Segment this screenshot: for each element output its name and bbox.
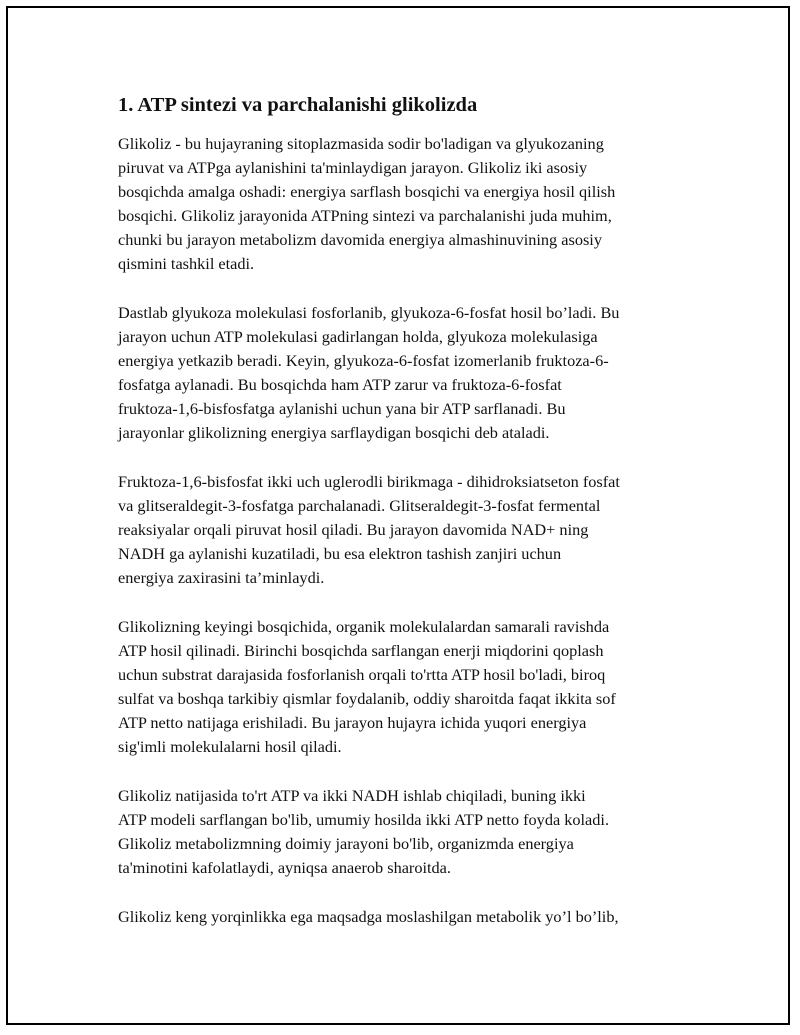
text-line: jarayonlar glikolizning energiya sarflaydigan bosqichi deb ataladi. (118, 423, 550, 442)
text-line: bosqichi. Glikoliz jarayonida ATPning sintezi va parchalanishi juda muhim, (118, 206, 612, 225)
text-line: fruktoza-1,6-bisfosfatga aylanishi uchun yana bir ATP sarflanadi. Bu (118, 399, 566, 418)
text-line: reaksiyalar orqali piruvat hosil qiladi. Bu jarayon davomida NAD+ ning (118, 520, 589, 539)
text-line: fosfatga aylanadi. Bu bosqichda ham ATP zarur va fruktoza-6-fosfat (118, 375, 562, 394)
document-body (118, 92, 688, 954)
paragraph-4 (118, 615, 688, 759)
text-line: NADH ga aylanishi kuzatiladi, bu esa elektron tashish zanjiri uchun (118, 544, 562, 563)
text-line: sulfat va boshqa tarkibiy qismlar foydalanib, oddiy sharoitda faqat ikkita sof (118, 689, 616, 708)
text-line: energiya yetkazib beradi. Keyin, glyukoza-6-fosfat izomerlanib fruktoza-6- (118, 351, 609, 370)
text-line: piruvat va ATPga aylanishini ta'minlaydigan jarayon. Glikoliz iki asosiy (118, 158, 588, 177)
paragraph-3 (118, 470, 688, 590)
text-line: qismini tashkil etadi. (118, 254, 255, 273)
text-line: uchun substrat darajasida fosforlanish orqali to'rtta ATP hosil bo'ladi, biroq (118, 665, 606, 684)
text-line: va glitseraldegit-3-fosfatga parchalanadi. Glitseraldegit-3-fosfat fermental (118, 496, 601, 515)
text-line: Glikoliz keng yorqinlikka ega maqsadga moslashilgan metabolik yo’l bo’lib, (118, 907, 619, 926)
text-line: Glikoliz metabolizmning doimiy jarayoni bo'lib, organizmda energiya (118, 834, 574, 853)
text-line: ATP modeli sarflangan bo'lib, umumiy hosilda ikki ATP netto foyda koladi. (118, 810, 610, 829)
text-line: Fruktoza-1,6-bisfosfat ikki uch uglerodli birikmaga - dihidroksiatseton fosfat (118, 472, 620, 491)
text-line: sig'imli molekulalarni hosil qiladi. (118, 737, 342, 756)
paragraph-2 (118, 301, 688, 445)
text-line: Glikoliz - bu hujayraning sitoplazmasida sodir bo'ladigan va glyukozaning (118, 134, 604, 153)
text-line: ATP netto natijaga erishiladi. Bu jarayon hujayra ichida yuqori energiya (118, 713, 587, 732)
text-line: energiya zaxirasini ta’minlaydi. (118, 568, 325, 587)
text-line: ta'minotini kafolatlaydi, ayniqsa anaerob sharoitda. (118, 858, 451, 877)
text-line: ATP hosil qilinadi. Birinchi bosqichda sarflangan enerji miqdorini qoplash (118, 641, 604, 660)
text-line: bosqichda amalga oshadi: energiya sarflash bosqichi va energiya hosil qilish (118, 182, 616, 201)
paragraph-5 (118, 784, 688, 880)
text-line: chunki bu jarayon metabolizm davomida energiya almashinuvining asosiy (118, 230, 602, 249)
paragraph-6 (118, 905, 688, 929)
text-line: jarayon uchun ATP molekulasi gadirlangan holda, glyukoza molekulasiga (118, 327, 598, 346)
section-heading: 1. ATP sintezi va parchalanishi glikolizda (118, 94, 478, 116)
paragraph-1 (118, 132, 688, 276)
text-line: Glikolizning keyingi bosqichida, organik molekulalardan samarali ravishda (118, 617, 610, 636)
text-line: Glikoliz natijasida to'rt ATP va ikki NADH ishlab chiqiladi, buning ikki (118, 786, 586, 805)
text-line: Dastlab glyukoza molekulasi fosforlanib, glyukoza-6-fosfat hosil bo’ladi. Bu (118, 303, 620, 322)
